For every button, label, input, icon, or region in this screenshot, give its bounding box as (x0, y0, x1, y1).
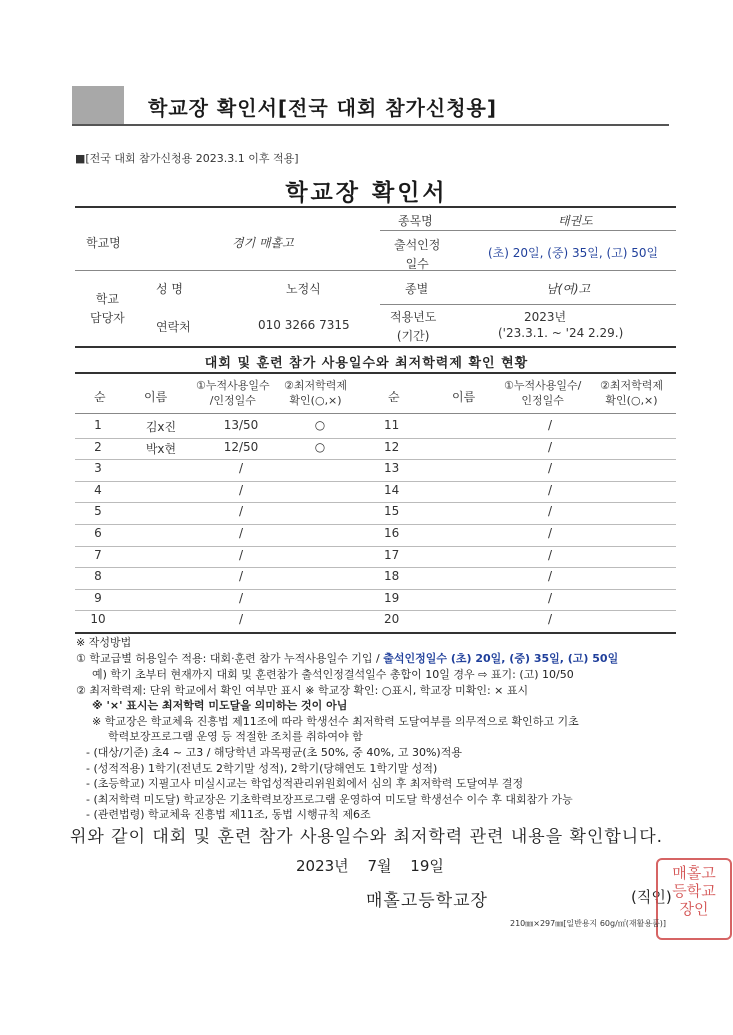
instruction-line-9: - (초등학교) 지필고사 미실시교는 학업성적관리위원회에서 심의 후 최저학력 도달여부 결정 (86, 777, 524, 790)
row-number: 3 (94, 461, 102, 476)
manager-label: 학교 담당자 (90, 292, 125, 325)
contact-label: 연락처 (156, 320, 191, 334)
document-title: 학교장 확인서 (285, 180, 448, 206)
sport-label: 종목명 (398, 214, 433, 228)
instruction-line-10: - (최저학력 미도달) 학교장은 기초학력보장프로그램 운영하여 미도달 학생선수 이수 후 대회참가 가능 (86, 793, 573, 806)
col-name: 이름 (144, 390, 168, 404)
instructions-heading: ※ 작성방법 (76, 636, 132, 649)
name-value: 노정식 (286, 282, 321, 296)
instruction-line-8: - (성적적용) 1학기(전년도 2학기말 성적), 2학기(당해연도 1학기말 성적) (86, 762, 438, 775)
col-name-right: 이름 (452, 390, 476, 404)
paper-spec: 210㎜×297㎜[일반용지 60g/㎡(재활용품)] (510, 919, 667, 928)
row-number-right: 20 (384, 612, 400, 627)
header-bar (72, 86, 124, 124)
instruction-line-2: 예) 학기 초부터 현재까지 대회 및 훈련참가 출석인정결석일수 총합이 10일 경우 ⇨ 표기: (고) 10/50 (92, 668, 574, 681)
row-days: 13/50 (223, 418, 259, 432)
row-days-right: / (547, 547, 553, 562)
section-title: 대회 및 훈련 참가 사용일수와 최저학력제 확인 현황 (204, 356, 529, 371)
header-title: 학교장 확인서[전국 대회 참가신청용] (148, 96, 497, 120)
col-no: 순 (94, 390, 106, 404)
col-min-right: ②최저학력제 확인(○,×) (600, 379, 663, 407)
row-name: 김x진 (145, 420, 177, 434)
row-days-right: / (547, 461, 553, 476)
row-number: 7 (94, 547, 102, 562)
row-check: ○ (314, 439, 326, 454)
row-days: / (238, 590, 244, 605)
row-days-right: / (547, 418, 553, 432)
row-days: / (238, 547, 244, 562)
row-number: 5 (94, 504, 102, 519)
row-number-right: 13 (384, 461, 400, 476)
row-days: / (238, 504, 244, 519)
row-number-right: 17 (384, 547, 400, 562)
school-value: 경기 매홀고 (232, 236, 294, 250)
attendance-value: (초) 20일, (중) 35일, (고) 50일 (488, 246, 659, 260)
row-number-right: 14 (384, 482, 400, 497)
row-days-right: / (547, 482, 553, 497)
row-days-right: / (547, 526, 553, 540)
row-number: 4 (94, 482, 102, 497)
instruction-line-7: - (대상/기준) 초4 ~ 고3 / 해당학년 과목평균(초 50%, 중 40%, 고 30%)적용 (86, 746, 462, 759)
row-days-right: / (547, 504, 553, 519)
issue-date: 2023년 7월 19일 (296, 857, 444, 875)
col-days: ①누적사용일수 /인정일수 (196, 379, 270, 407)
row-number: 9 (94, 590, 102, 605)
principal-title: 매홀고등학교장 (366, 891, 488, 911)
period-value: ('23.3.1. ~ '24 2.29.) (498, 326, 624, 340)
confirmation-text: 위와 같이 대회 및 훈련 참가 사용일수와 최저학력 관련 내용을 확인합니다. (69, 827, 664, 847)
row-number-right: 15 (384, 504, 400, 519)
instruction-line-11: - (관련법령) 학교체육 진흥법 제11조, 동법 시행규칙 제6조 (86, 808, 371, 821)
row-name: 박x현 (145, 441, 177, 456)
row-number-right: 19 (384, 590, 400, 605)
instruction-line-1: ① 학교급별 허용일수 적용: 대회·훈련 참가 누적사용일수 기입 / 출석인정일수 (초) 20일, (중) 35일, (고) 50일 (76, 652, 619, 665)
row-days-right: / (547, 590, 553, 605)
col-min: ②최저학력제 확인(○,×) (284, 379, 347, 407)
row-number: 2 (94, 439, 102, 454)
row-days: / (238, 461, 244, 476)
applicability-note: ■[전국 대회 참가신청용 2023.3.1 이후 적용] (75, 152, 299, 165)
row-days: / (238, 526, 244, 540)
row-number-right: 11 (384, 418, 400, 432)
row-days: 12/50 (223, 439, 259, 454)
col-no-right: 순 (388, 390, 400, 404)
year-label: 적용년도 (기간) (390, 310, 437, 343)
row-number-right: 12 (384, 439, 400, 454)
row-number: 6 (94, 526, 102, 540)
header-divider (72, 124, 669, 126)
row-number-right: 16 (384, 526, 400, 540)
row-number-right: 18 (384, 569, 400, 584)
contact-value: 010 3266 7315 (258, 318, 350, 332)
year-value: 2023년 (524, 310, 567, 324)
sport-value: 태권도 (558, 214, 593, 228)
seal-label: (직인) (631, 888, 672, 906)
instruction-line-4: ※ '×' 표시는 최저학력 미도달을 의미하는 것이 아님 (92, 699, 348, 712)
row-days-right: / (547, 612, 553, 627)
name-label: 성 명 (156, 282, 183, 296)
row-number: 10 (90, 612, 106, 627)
gender-label: 종별 (405, 282, 429, 296)
attendance-label: 출석인정 일수 (394, 238, 441, 271)
col-days-right: ①누적사용일수/ 인정일수 (504, 379, 582, 407)
instruction-line-6: 학력보장프로그램 운영 등 적절한 조치를 취하여야 함 (108, 730, 363, 743)
row-days: / (238, 569, 244, 584)
instruction-line-5: ※ 학교장은 학교체육 진흥법 제11조에 따라 학생선수 최저학력 도달여부를 의무적으로 확인하고 기초 (92, 715, 579, 728)
row-number: 8 (94, 569, 102, 584)
row-days-right: / (547, 569, 553, 584)
school-label: 학교명 (86, 236, 121, 250)
row-days: / (238, 482, 244, 497)
row-check: ○ (314, 418, 326, 432)
instruction-line-3: ② 최저학력제: 단위 학교에서 확인 여부만 표시 ※ 학교장 확인: ○표시, 학교장 미확인: × 표시 (76, 684, 529, 697)
row-days-right: / (547, 439, 553, 454)
row-number: 1 (94, 418, 102, 432)
row-days: / (238, 612, 244, 627)
official-seal-icon: 매홀고 등학교 장인 (656, 858, 732, 940)
gender-value: 남(여)고 (546, 282, 591, 296)
